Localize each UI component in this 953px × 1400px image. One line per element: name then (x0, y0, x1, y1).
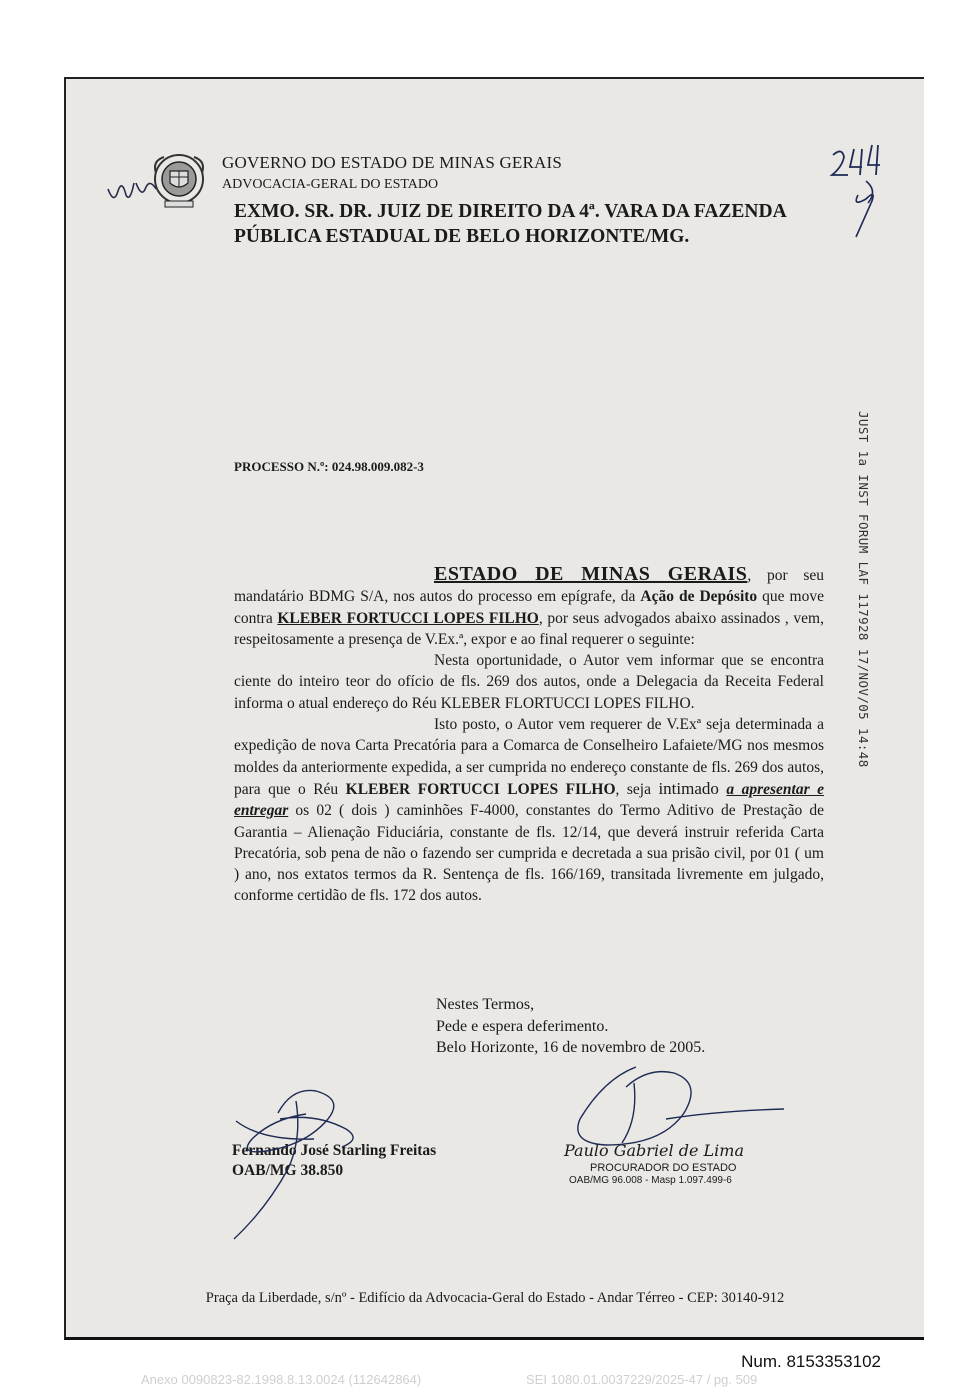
signer-oab-left: OAB/MG 38.850 (232, 1162, 344, 1179)
addressee-line-2: PÚBLICA ESTADUAL DE BELO HORIZONTE/MG. (234, 226, 690, 247)
defendant-name-2: KLEBER FORTUCCI LOPES FILHO (345, 780, 616, 798)
paragraph-1: ESTADO DE MINAS GERAIS, por seu mandatário BDMG S/A, nos autos do processo em epígrafe, da Ação de Depósito que move contra KLEBER FORTUCCI LOPES FILHO, por seus advogados abaixo assinados , vem, respeitosamente a presença de V.Ex.ª, expor e ao final requerer o seguinte: (234, 563, 824, 648)
date-line: Belo Horizonte, 16 de novembro de 2005. (436, 1039, 706, 1056)
party-name: ESTADO DE MINAS GERAIS (434, 563, 748, 585)
sei-reference: SEI 1080.01.0037229/2025-47 / pg. 509 (526, 1372, 758, 1387)
header-agency: ADVOCACIA-GERAL DO ESTADO (222, 177, 439, 192)
defendant-name: KLEBER FORTUCCI LOPES FILHO (277, 609, 539, 627)
scanned-page (64, 77, 924, 1340)
signer-name-right: Paulo Gabriel de Lima (564, 1141, 744, 1160)
signature-right (578, 1067, 784, 1145)
addressee (234, 199, 787, 249)
petition-body (234, 564, 824, 907)
signer-role-right: PROCURADOR DO ESTADO (590, 1162, 737, 1174)
header-government: GOVERNO DO ESTADO DE MINAS GERAIS (222, 153, 563, 172)
process-number: PROCESSO N.º: 024.98.009.082-3 (234, 459, 424, 474)
annex-reference: Anexo 0090823-82.1998.8.13.0024 (112642864) (141, 1372, 422, 1387)
action-name: Ação de Depósito (640, 588, 758, 606)
footer-address: Praça da Liberdade, s/nº - Edifício da Advocacia-Geral do Estado - Andar Térreo - CEP: 30140-912 (205, 1290, 785, 1306)
addressee-line-1: EXMO. SR. DR. JUIZ DE DIREITO DA 4ª. VARA DA FAZENDA (234, 201, 787, 222)
handwritten-rubric-right (856, 181, 873, 237)
document-number: Num. 8153353102 (741, 1352, 881, 1371)
signer-oab-right: OAB/MG 96.008 - Masp 1.097.499-6 (569, 1175, 732, 1186)
closing: Nestes Termos, Pede e espera deferimento. Belo Horizonte, 16 de novembro de 2005. (436, 994, 705, 1059)
paragraph-2: Nesta oportunidade, o Autor vem informar que se encontra ciente do inteiro teor do ofício de fls. 269 dos autos, onde a Delegacia da Receita Federal informa o atual endereço do Réu KLEBER FLORTUCCI LOPES FILHO. (234, 652, 824, 712)
signature-block-left (232, 1141, 436, 1181)
coat-of-arms-icon (148, 151, 210, 211)
handwritten-page-number (832, 145, 880, 175)
emphasis-text: a apresentar e entregar (234, 780, 824, 820)
paragraph-3: Isto posto, o Autor vem requerer de V.Exª seja determinada a expedição de nova Carta Precatória para a Comarca de Conselheiro Lafaiete/MG nos mesmos moldes da anteriormente expedida, a ser cumprida no endereço constante de fls. 269 dos autos, para que o Réu KLEBER FORTUCCI LOPES FILHO, seja intimado a apresentar e entregar os 02 ( dois ) caminhões F-4000, constantes do Termo Aditivo de Prestação de Garantia – Alienação Fiduciária, constante de fls. 12/14, que deverá instruir referida Carta Precatória, sob pena de não o fazendo ser cumprida e decretada a sua prisão civil, por 01 ( um ) ano, nos extatos termos da R. Sentença de fls. 166/169, transitada livremente em julgado, conforme certidão de fls. 172 dos autos. (234, 716, 824, 905)
signer-name-left: Fernando José Starling Freitas (232, 1142, 437, 1159)
court-receipt-stamp: JUST 1a INST FORUM LAF 117928 17/NOV/05 14:48 (856, 411, 871, 768)
